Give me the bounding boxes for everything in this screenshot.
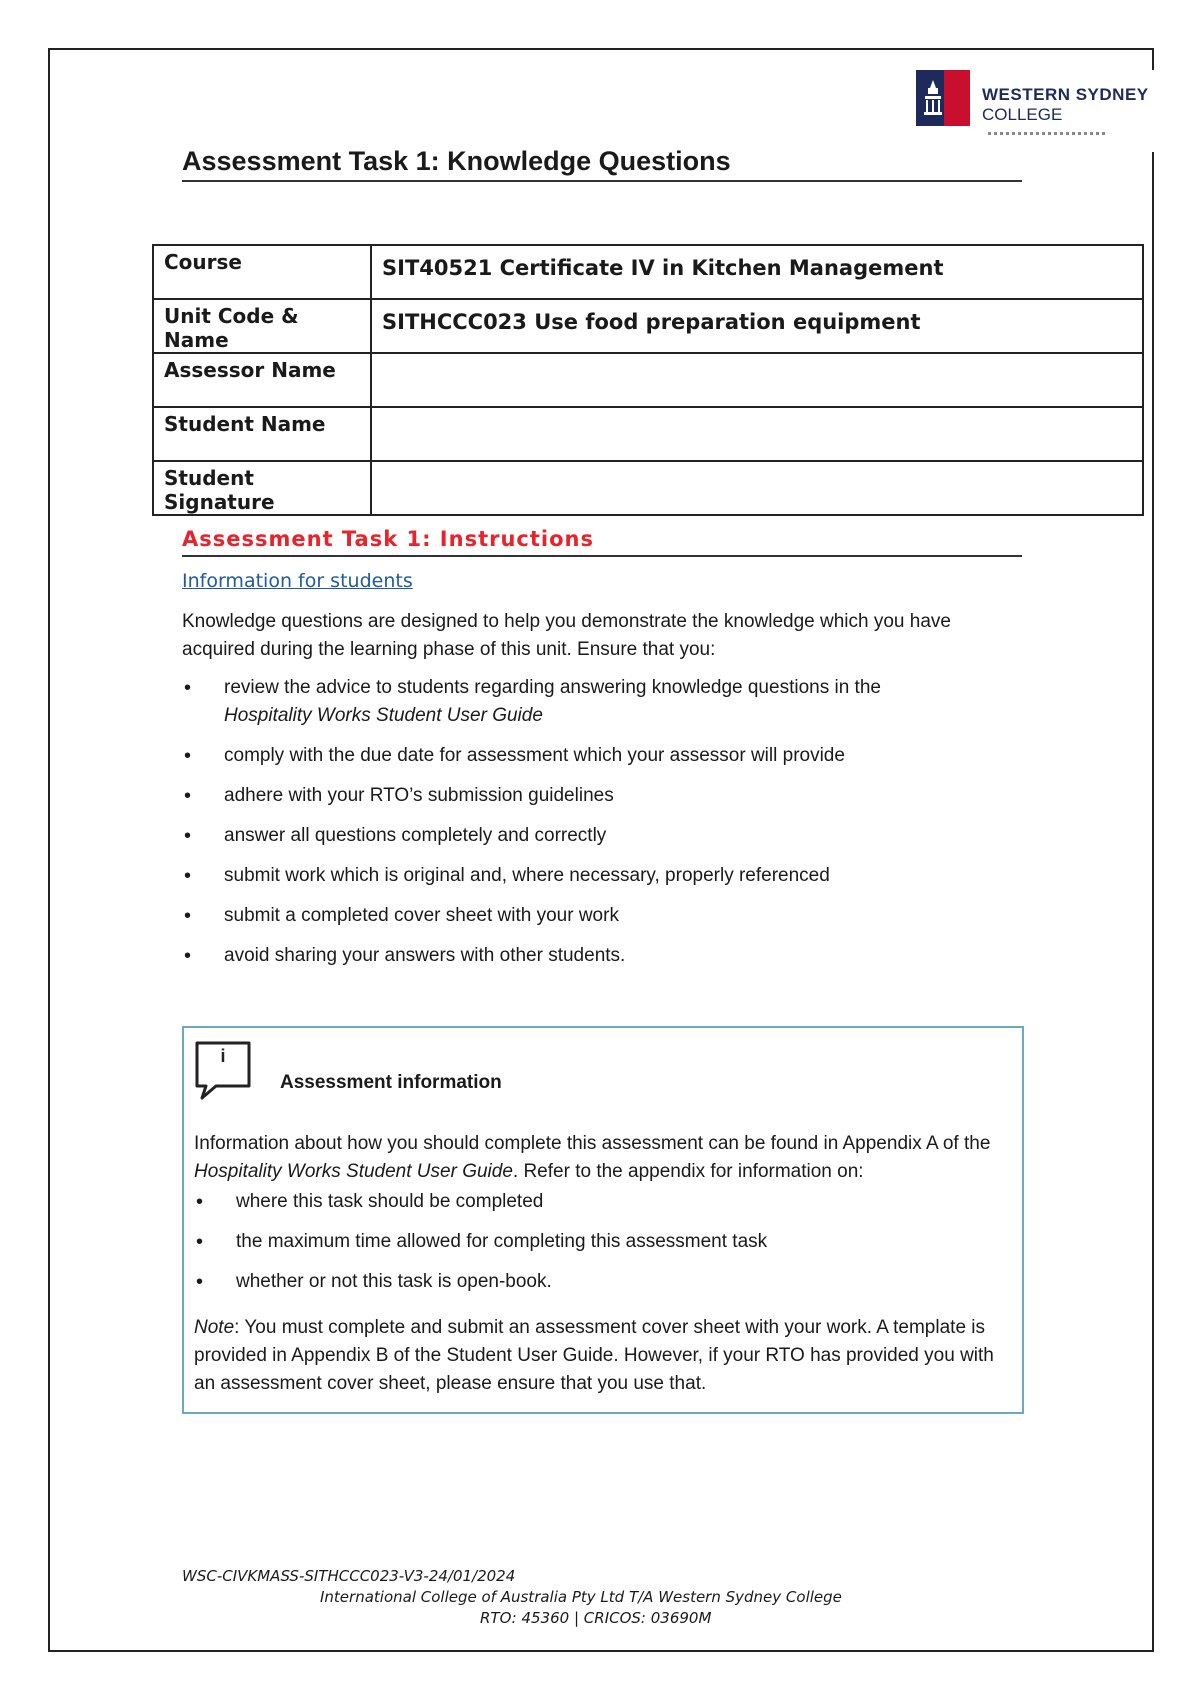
list-item-text: review the advice to students regarding answering knowledge questions in the	[224, 677, 881, 698]
logo-emblem-icon	[916, 70, 970, 126]
callout-list	[194, 1188, 1004, 1308]
logo-name-line1: WESTERN SYDNEY	[982, 85, 1149, 104]
list-item: • where this task should be completed	[194, 1188, 1004, 1216]
course-value: SIT40521 Certificate IV in Kitchen Management	[371, 245, 1143, 299]
info-speech-bubble-icon	[194, 1040, 254, 1107]
table-row	[153, 461, 1143, 515]
list-item	[182, 674, 1022, 730]
college-logo	[916, 70, 1156, 152]
footer-organisation: International College of Australia Pty Ltd T/A Western Sydney College	[320, 1588, 842, 1606]
list-item: • submit work which is original and, where necessary, properly referenced	[182, 862, 1022, 890]
instructions-heading: Assessment Task 1: Instructions	[182, 524, 1022, 557]
callout-title: Assessment information	[280, 1072, 502, 1093]
table-row	[153, 407, 1143, 461]
list-item: • avoid sharing your answers with other students.	[182, 942, 1022, 970]
student-name-label: Student Name	[153, 407, 371, 461]
list-item: • submit a completed cover sheet with your work	[182, 902, 1022, 930]
information-for-students-subheading: Information for students	[182, 570, 413, 592]
course-label: Course	[153, 245, 371, 299]
footer-doc-code: WSC-CIVKMASS-SITHCCC023-V3-24/01/2024	[182, 1567, 516, 1585]
unit-value: SITHCCC023 Use food preparation equipment	[371, 299, 1143, 353]
student-signature-label: Student Signature	[153, 461, 371, 515]
list-item: • adhere with your RTO’s submission guidelines	[182, 782, 1022, 810]
callout-body	[194, 1130, 1004, 1186]
intro-paragraph: Knowledge questions are designed to help you demonstrate the knowledge which you have acquired during the learning phase of this unit. Ensure that you:	[182, 611, 951, 660]
unit-label: Unit Code & Name	[153, 299, 371, 353]
table-row	[153, 299, 1143, 353]
note-label: Note	[194, 1317, 235, 1338]
callout-body-text: Information about how you should complete this assessment can be found in Appendix A of the	[194, 1133, 991, 1154]
assessor-name-label: Assessor Name	[153, 353, 371, 407]
callout-body-text-end: . Refer to the appendix for information on:	[512, 1161, 864, 1182]
student-signature-field[interactable]	[371, 461, 1143, 515]
assessment-info-table	[152, 244, 1144, 516]
table-row	[153, 353, 1143, 407]
info-icon-letter: i	[220, 1046, 226, 1066]
page-title: Assessment Task 1: Knowledge Questions	[182, 144, 1022, 182]
list-item: • comply with the due date for assessment which your assessor will provide	[182, 742, 1022, 770]
user-guide-title: Hospitality Works Student User Guide	[194, 1161, 513, 1182]
user-guide-title: Hospitality Works Student User Guide	[224, 705, 543, 726]
student-name-field[interactable]	[371, 407, 1143, 461]
list-item: • answer all questions completely and correctly	[182, 822, 1022, 850]
list-item: • whether or not this task is open-book.	[194, 1268, 1004, 1296]
note-text: : You must complete and submit an assessment cover sheet with your work. A template is provided in Appendix B of the Student User Guide. However, if your RTO has provided you with an assessment cover sheet, please ensure that you use that.	[194, 1317, 994, 1394]
list-item: • the maximum time allowed for completing this assessment task	[194, 1228, 1004, 1256]
requirements-list	[182, 674, 1022, 982]
assessor-name-field[interactable]	[371, 353, 1143, 407]
table-row	[153, 245, 1143, 299]
footer-rto: RTO: 45360 | CRICOS: 03690M	[480, 1609, 712, 1627]
callout-note	[194, 1314, 1004, 1398]
logo-name-line2: COLLEGE	[982, 105, 1063, 124]
assessment-information-callout	[182, 1026, 1024, 1414]
page-footer	[182, 1566, 1022, 1629]
logo-tagline-decoration	[988, 132, 1106, 135]
